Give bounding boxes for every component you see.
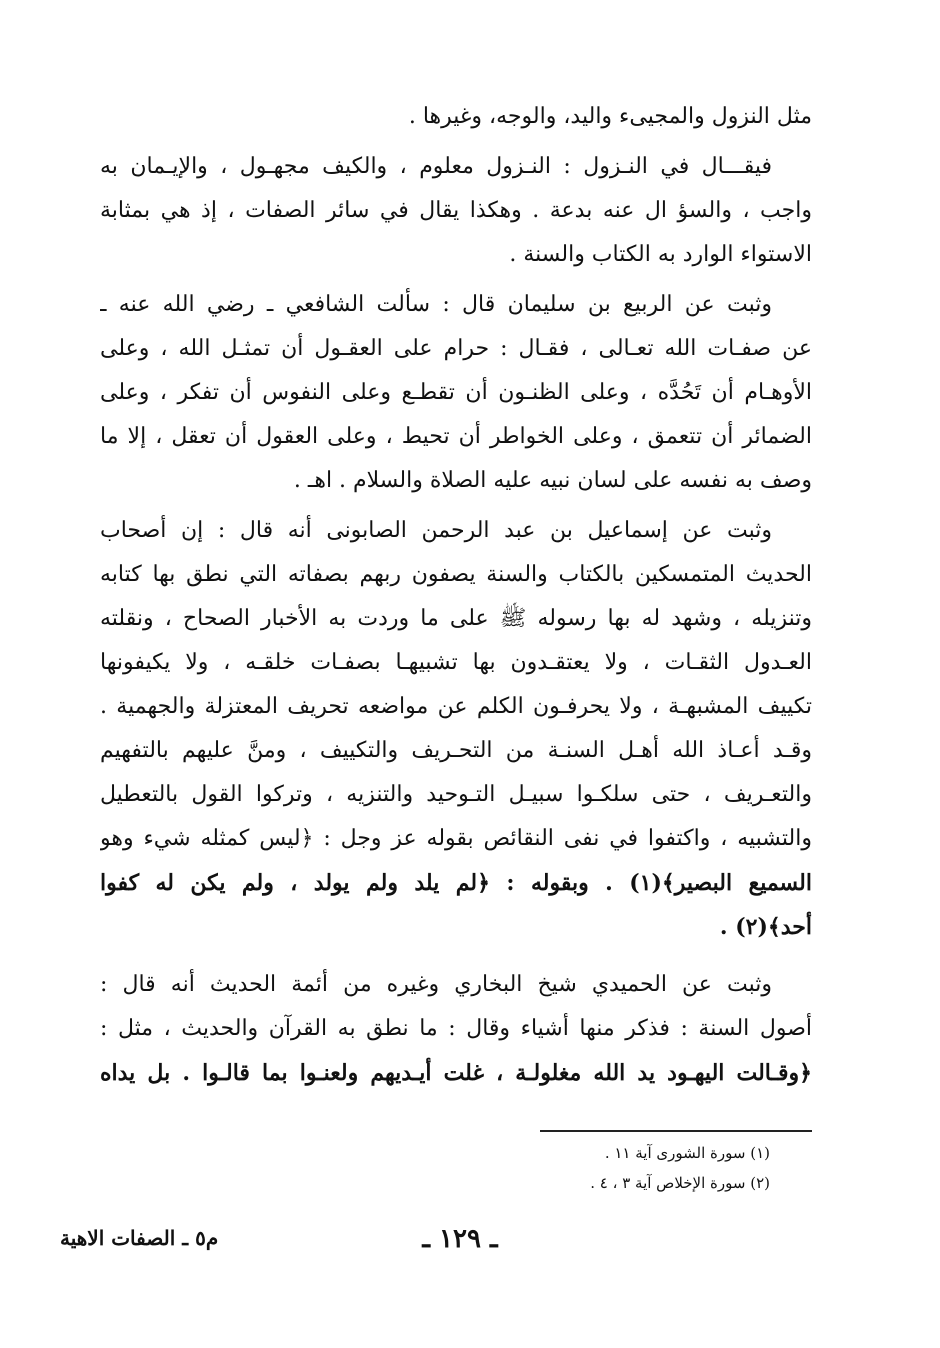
text-line: والتعـريف ، حتى سلكـوا سبيـل التـوحيد والتنزيه ، وتركوا القول بالتعطيل bbox=[100, 782, 812, 807]
text-line: ﴿وقـالت اليهـود يد الله مغلولـة ، غلت أيـديهم ولعنـوا بما قالـوا . بل يداه bbox=[100, 1060, 812, 1086]
paragraph-5 bbox=[100, 963, 812, 1095]
footnotes bbox=[500, 1138, 770, 1198]
text-line: وثبت عن إسماعيل بن عبد الرحمن الصابونى أنه قال : إن أصحاب bbox=[100, 518, 772, 543]
text-line: الاستواء الوارد به الكتاب والسنة . bbox=[509, 242, 812, 267]
text-line: وصف به نفسه على لسان نبيه عليه الصلاة والسلام . اهـ . bbox=[293, 468, 812, 493]
text-line: فيقـــال في النـزول : النـزول معلوم ، والكيف مجهـول ، والإيـمان به bbox=[100, 154, 772, 179]
text-line: أصول السنة : فذكر منها أشياء وقال : ما نطق به القرآن والحديث ، مثل : bbox=[100, 1016, 812, 1041]
text-line: تكييف المشبهـة ، ولا يحرفـون الكلم عن مواضعه تحريف المعتزلة والجهمية . bbox=[100, 694, 812, 719]
paragraph-2 bbox=[100, 145, 812, 277]
text-line: وتنزيله ، وشهد له بها رسوله ﷺ على ما وردت به الأخبار الصحاح ، ونقلته bbox=[100, 606, 812, 631]
footnote-1: (١) سورة الشورى آية ١١ . bbox=[604, 1144, 770, 1162]
text-line: العـدول الثقـات ، ولا يعتقـدون بها تشبيهـا بصفـات خلقـه ، ولا يكيفونها bbox=[100, 650, 812, 675]
page-number: ـ ١٢٩ ـ bbox=[422, 1224, 498, 1254]
text-line: واجب ، والسؤ ال عنه بدعة . وهكذا يقال في سائر الصفات ، إذ هي بمثابة bbox=[100, 198, 812, 223]
text-line: الحديث المتمسكين بالكتاب والسنة يصفون ربهم بصفاته التي نطق بها كتابه bbox=[100, 562, 812, 587]
text-line: وثبت عن الحميدي شيخ البخاري وغيره من أئمة الحديث أنه قال : bbox=[100, 972, 772, 997]
text-line: عن صفـات الله تعـالى ، فقـال : حرام على العقـول أن تمثـل الله ، وعلى bbox=[100, 336, 812, 361]
paragraph-1 bbox=[100, 95, 812, 139]
text-line: أحد﴾(٢) . bbox=[719, 914, 812, 940]
text-line: الأوهـام أن تَحُدَّه ، وعلى الظنـون أن تقطـع وعلى النفوس أن تفكر ، وعلى bbox=[100, 380, 812, 405]
text-line: مثل النزول والمجيىء واليد، والوجه، وغيرها . bbox=[408, 104, 812, 129]
text-line: وثبت عن الربيع بن سليمان قال : سألت الشافعي ـ رضي الله عنه ـ bbox=[100, 292, 772, 317]
text-line: والتشبيه ، واكتفوا في نفى النقائص بقوله عز وجل : ﴿ليس كمثله شيء وهو bbox=[100, 826, 812, 851]
paragraph-3 bbox=[100, 283, 812, 503]
footnote-2: (٢) سورة الإخلاص آية ٣ ، ٤ . bbox=[590, 1174, 770, 1192]
text-line: وقـد أعـاذ الله أهـل السنـة من التحـريف والتكييف ، ومنَّ عليهم بالتفهيم bbox=[100, 738, 812, 763]
text-line: السميع البصير﴾(١) . وبقوله : ﴿لم يلد ولم يولد ، ولم يكن له كفوا bbox=[100, 870, 812, 896]
paragraph-4 bbox=[100, 509, 812, 949]
text-line: الضمائر أن تتعمق ، وعلى الخواطر أن تحيط ، وعلى العقول أن تعقل ، إلا ما bbox=[100, 424, 812, 449]
main-text bbox=[100, 95, 812, 1095]
signature-mark: م٥ ـ الصفات الاهية bbox=[60, 1226, 219, 1250]
footnote-divider bbox=[540, 1130, 812, 1132]
